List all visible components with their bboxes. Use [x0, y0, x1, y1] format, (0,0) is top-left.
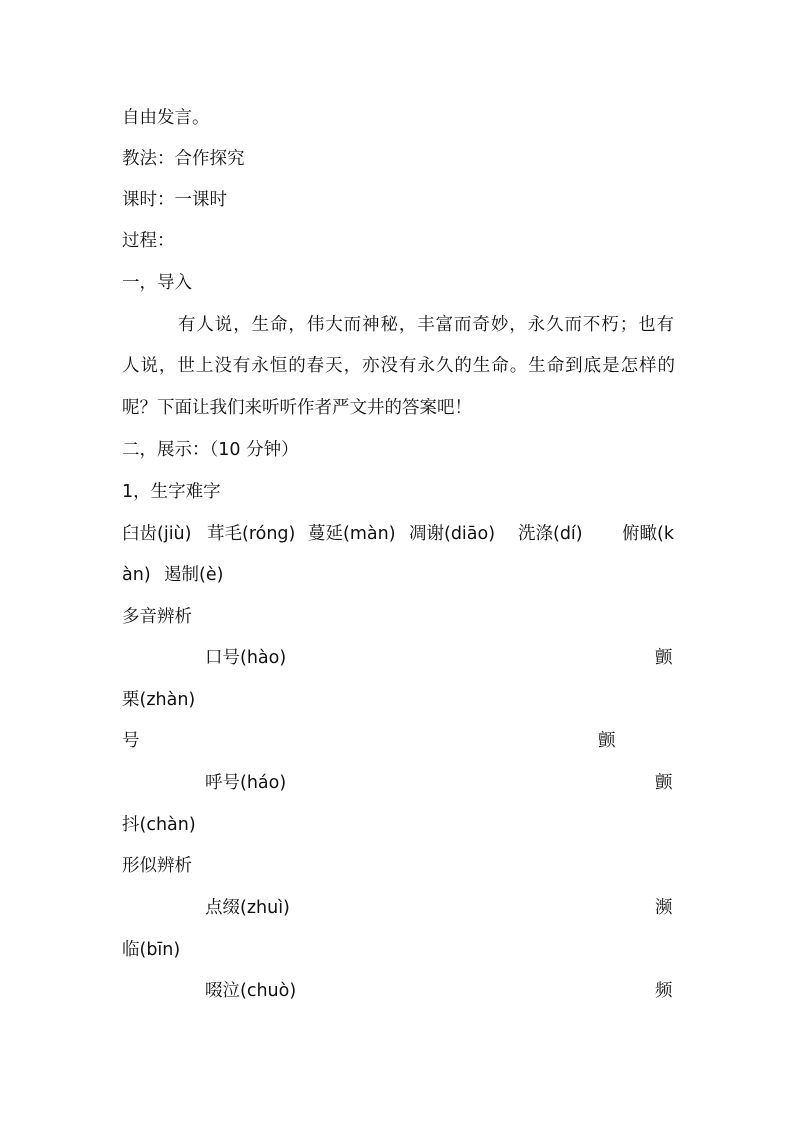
- vocab-item: 遏制(è): [164, 565, 224, 585]
- polyphone-item: 栗(zhàn): [122, 690, 196, 710]
- paragraph-line: 有人说，生命，伟大而神秘，丰富而奇妙，永久而不朽；也有: [178, 315, 674, 335]
- section-1-heading: 一，导入: [122, 273, 192, 293]
- polyphone-heading: 多音辨析: [122, 607, 192, 627]
- vocab-item: 洗涤(dí): [518, 524, 583, 544]
- teaching-method: 教法：合作探究: [122, 149, 245, 169]
- similar-form-heading: 形似辨析: [122, 856, 192, 876]
- polyphone-item: 颤: [655, 773, 673, 793]
- vocab-item: 凋谢(diāo): [409, 524, 496, 544]
- paragraph-line: 人说，世上没有永恒的春天，亦没有永久的生命。生命到底是怎样的: [122, 356, 675, 376]
- similar-form-item: 啜泣(chuò): [205, 981, 297, 1001]
- vocab-item: 臼齿(jiù): [122, 524, 192, 544]
- vocab-heading: 1，生字难字: [122, 482, 221, 502]
- polyphone-item: 口号(hào): [205, 648, 287, 668]
- similar-form-item: 濒: [655, 898, 673, 918]
- polyphone-item: 颤: [655, 648, 673, 668]
- section-2-heading: 二，展示：（10 分钟）: [122, 440, 299, 460]
- polyphone-item: 呼号(háo): [205, 773, 287, 793]
- vocab-item: 俯瞰(k: [622, 524, 674, 544]
- similar-form-item: 临(bīn): [122, 940, 181, 960]
- polyphone-item: 号: [122, 731, 140, 751]
- vocab-item: 茸毛(róng): [207, 524, 296, 544]
- similar-form-item: 频: [655, 981, 673, 1001]
- vocab-item: àn): [122, 565, 151, 585]
- class-hours: 课时：一课时: [122, 190, 227, 210]
- paragraph-line: 呢？下面让我们来听听作者严文井的答案吧！: [122, 398, 472, 418]
- similar-form-item: 点缀(zhuì): [205, 898, 290, 918]
- vocab-item: 蔓延(màn): [308, 524, 396, 544]
- polyphone-item: 抖(chàn): [122, 815, 196, 835]
- process-label: 过程：: [122, 231, 175, 251]
- polyphone-item: 颤: [598, 731, 616, 751]
- intro-line: 自由发言。: [122, 108, 210, 128]
